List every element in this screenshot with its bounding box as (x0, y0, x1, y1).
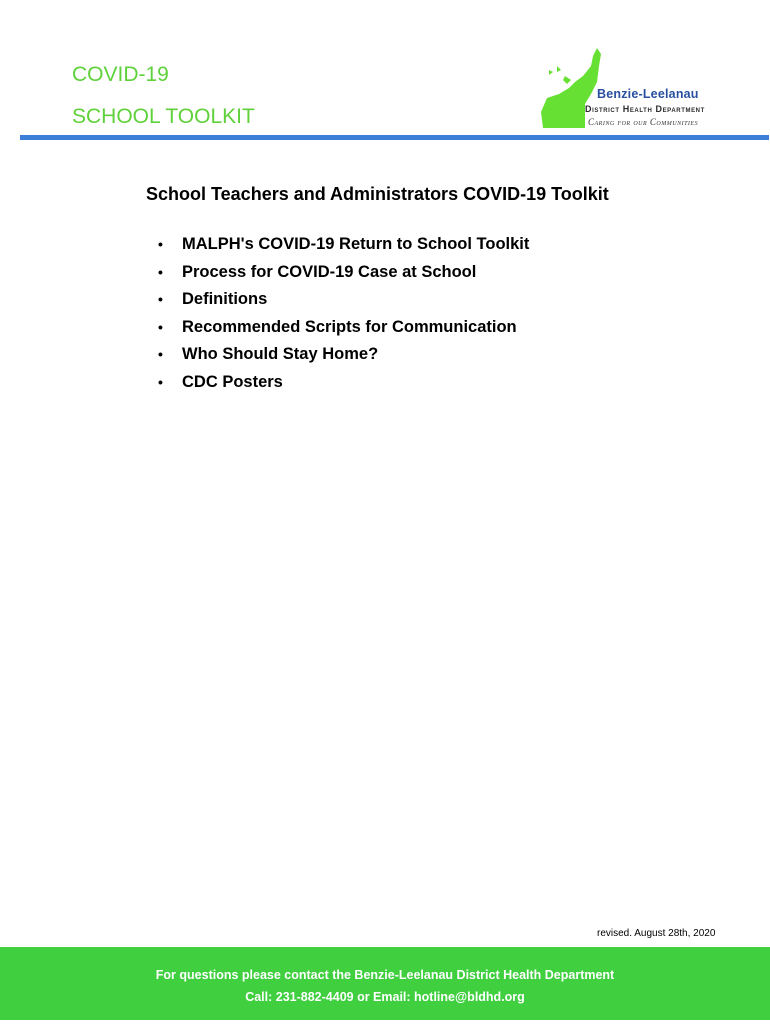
toolkit-list (158, 233, 529, 399)
header-divider (20, 135, 769, 140)
list-item[interactable]: • Who Should Stay Home? (158, 345, 379, 364)
header-line-toolkit: SCHOOL TOOLKIT (72, 105, 255, 128)
bullet-icon: • (158, 318, 163, 335)
footer-contact-line: For questions please contact the Benzie-Leelanau District Health Department (155, 968, 615, 982)
revision-date: revised. August 28th, 2020 (597, 928, 716, 939)
logo-name: Benzie-Leelanau (597, 87, 699, 101)
logo-tagline: Caring for our Communities (588, 117, 699, 127)
list-item[interactable]: • Recommended Scripts for Communication (158, 317, 517, 336)
bullet-icon: • (158, 236, 163, 252)
footer-banner (0, 947, 770, 1020)
bullet-icon: • (158, 373, 163, 390)
document-title: School Teachers and Administrators COVID-19 Toolkit (146, 184, 609, 204)
list-item[interactable]: • Definitions (158, 290, 268, 309)
list-item[interactable]: • MALPH's COVID-19 Return to School Toolkit (158, 235, 530, 253)
bullet-icon: • (158, 263, 163, 280)
bullet-icon: • (158, 291, 163, 308)
header-line-covid: COVID-19 (72, 63, 169, 86)
logo-subtitle: District Health Department (585, 104, 705, 114)
list-item[interactable]: • Process for COVID-19 Case at School (158, 262, 477, 281)
bullet-icon: • (158, 346, 163, 363)
list-item[interactable]: • CDC Posters (158, 372, 283, 391)
footer-phone-email[interactable]: Call: 231-882-4409 or Email: hotline@bldhd.org (245, 990, 525, 1004)
